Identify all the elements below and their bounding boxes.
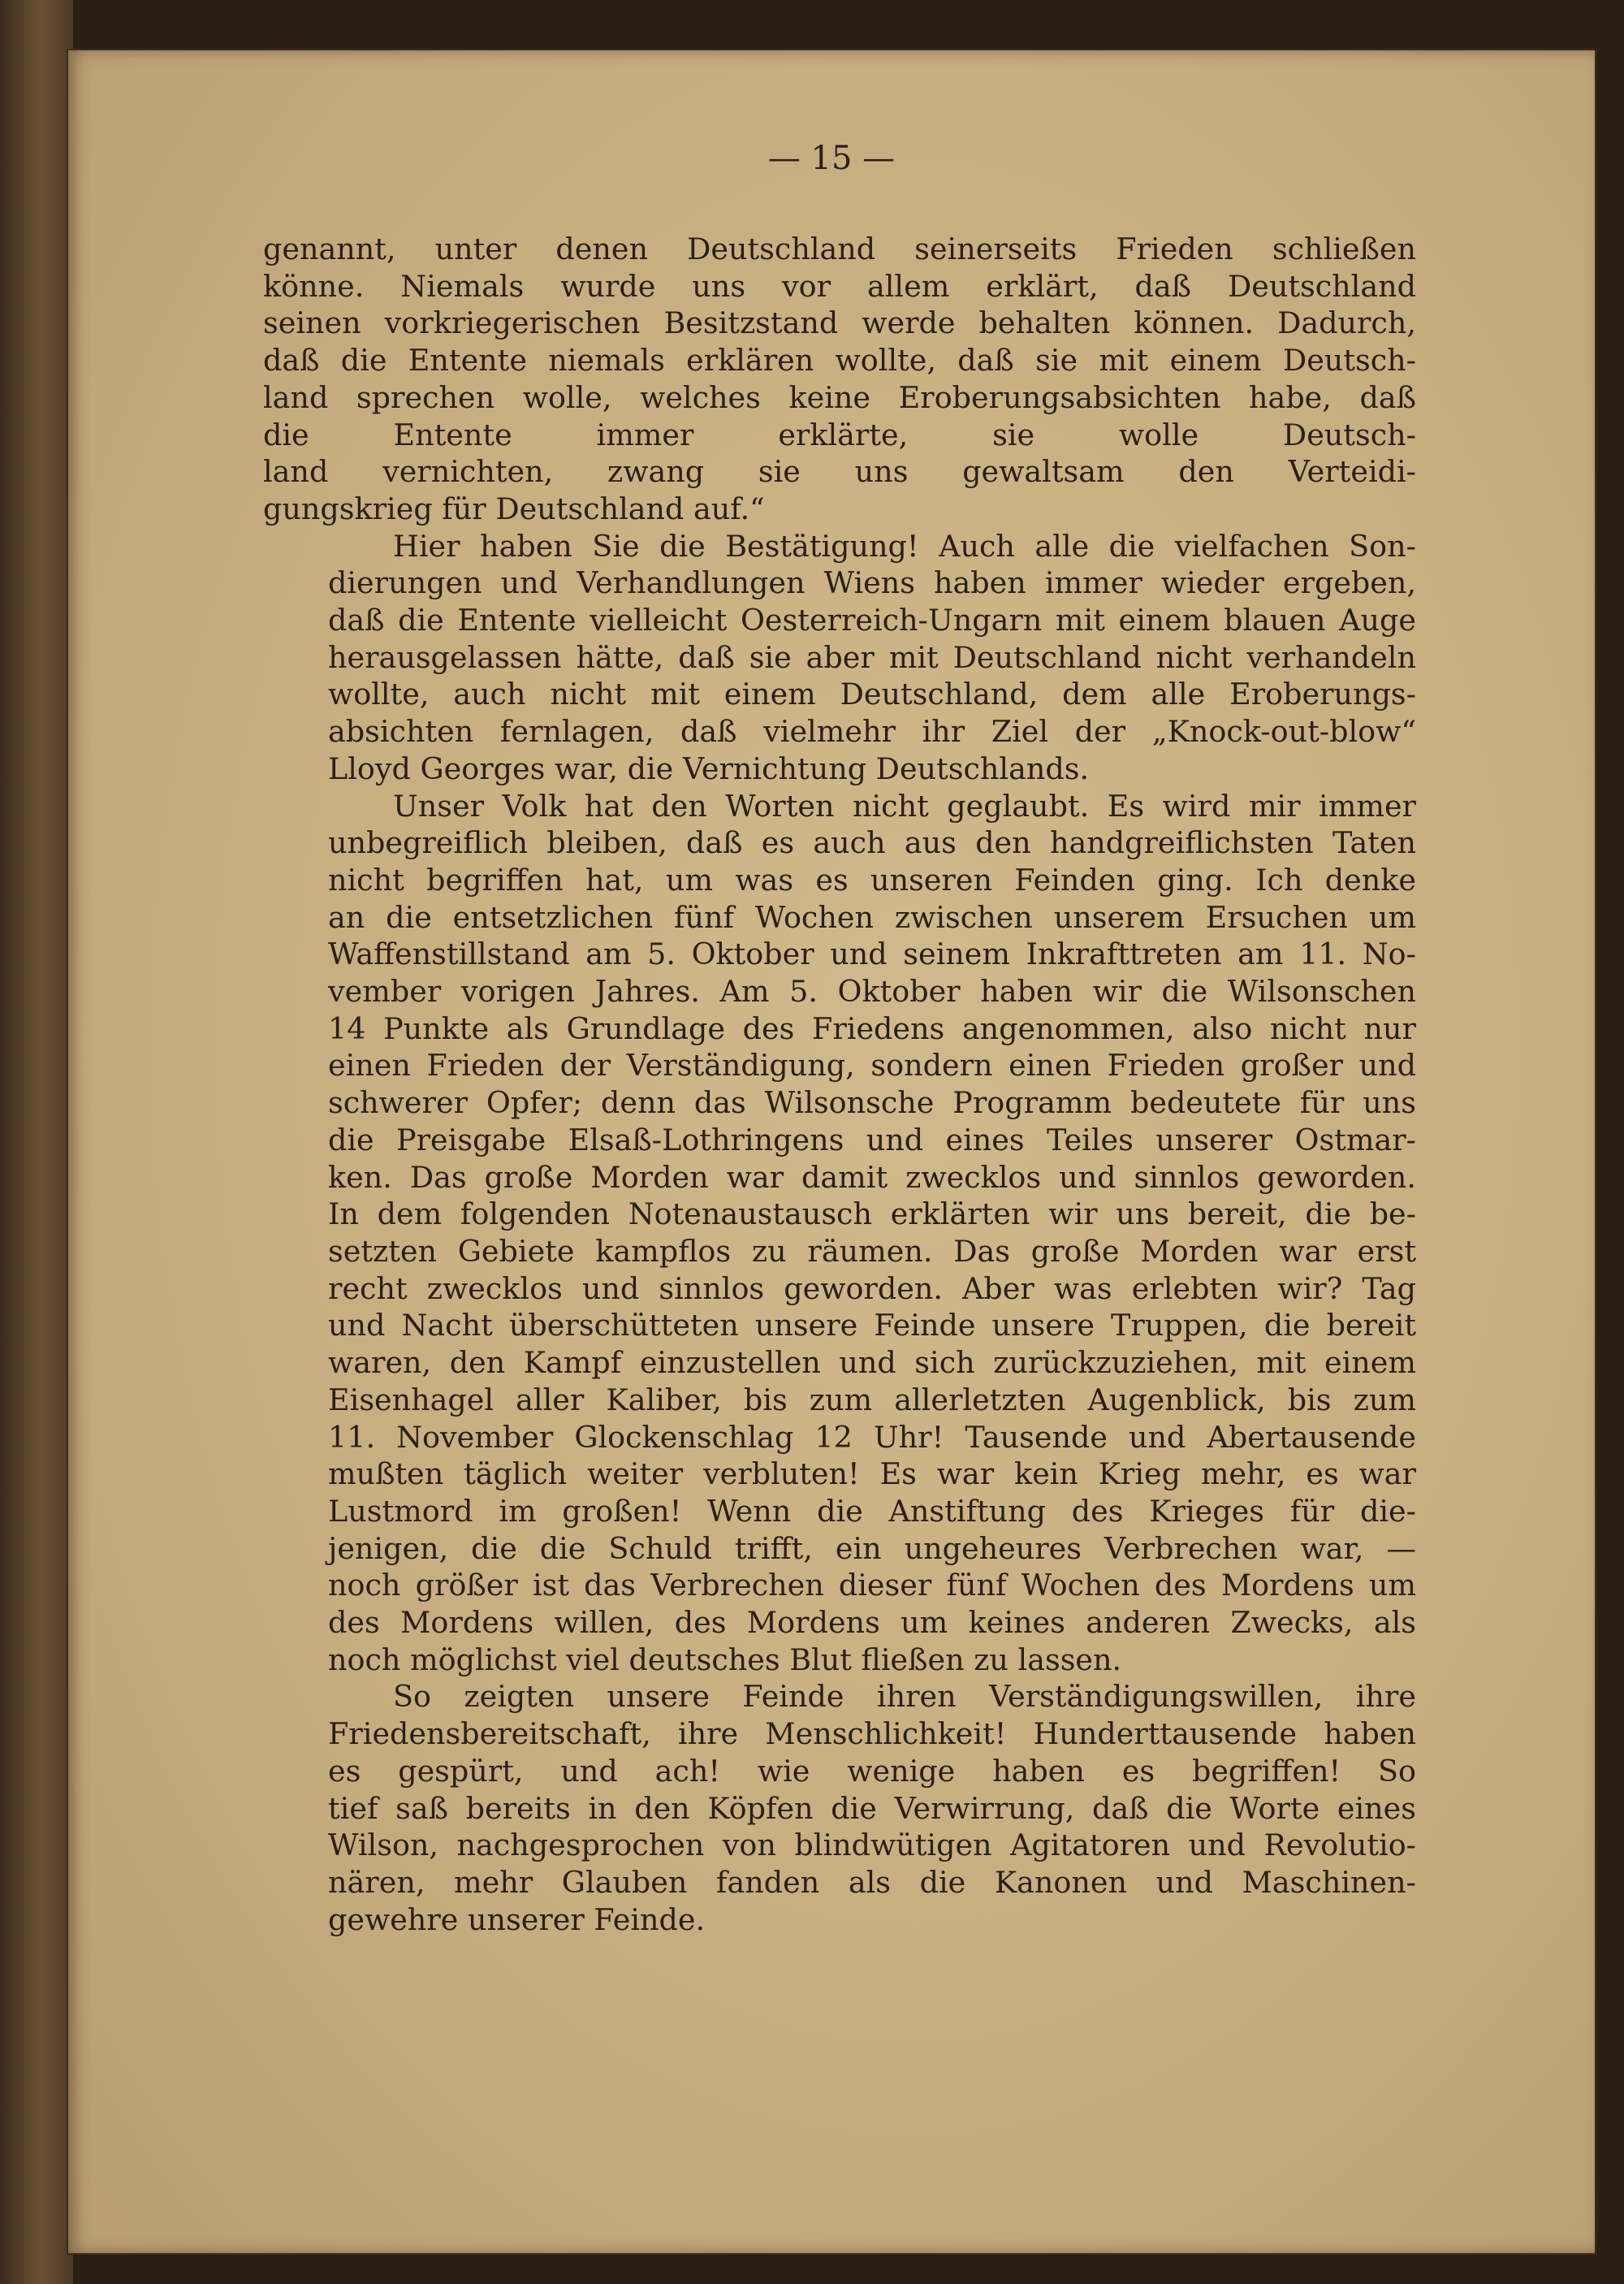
page-number: — 15 — — [767, 140, 896, 177]
text-line: gewehre unserer Feinde. — [328, 1901, 706, 1937]
text-line: vember vorigen Jahres. Am 5. Oktober haben wir die Wilsonschen — [328, 974, 1416, 1010]
text-line: Lustmord im großen! Wenn die Anstiftung des Krieges für die- — [328, 1493, 1416, 1529]
text-line: einen Frieden der Verständigung, sondern einen Frieden großer und — [328, 1048, 1416, 1084]
text-line: land vernichten, zwang sie uns gewaltsam den Verteidi- — [263, 454, 1416, 490]
text-line: tief saß bereits in den Köpfen die Verwirrung, daß die Worte eines — [328, 1790, 1416, 1826]
text-line: Friedensbereitschaft, ihre Menschlichkeit! Hunderttausende haben — [328, 1716, 1416, 1752]
text-line: die Preisgabe Elsaß-Lothringens und eines Teiles unserer Ostmar- — [328, 1122, 1416, 1157]
text-line: Hier haben Sie die Bestätigung! Auch alle die vielfachen Son- — [393, 528, 1416, 564]
text-line: noch möglichst viel deutsches Blut fließen zu lassen. — [328, 1642, 1122, 1677]
text-line: schwerer Opfer; denn das Wilsonsche Programm bedeutete für uns — [328, 1085, 1416, 1121]
text-line: unbegreiflich bleiben, daß es auch aus den handgreiflichsten Taten — [328, 825, 1416, 861]
text-line: seinen vorkriegerischen Besitzstand werde behalten können. Dadurch, — [263, 305, 1416, 341]
paragraph — [263, 231, 1416, 528]
text-line: nären, mehr Glauben fanden als die Kanonen und Maschinen- — [328, 1864, 1416, 1900]
text-line: die Entente immer erklärte, sie wolle Deutsch- — [263, 417, 1416, 452]
text-line: an die entsetzlichen fünf Wochen zwischen unserem Ersuchen um — [328, 899, 1416, 935]
text-line: könne. Niemals wurde uns vor allem erklärt, daß Deutschland — [263, 268, 1416, 304]
text-line: Eisenhagel aller Kaliber, bis zum allerletzten Augenblick, bis zum — [328, 1382, 1416, 1417]
text-line: recht zwecklos und sinnlos geworden. Aber was erlebten wir? Tag — [328, 1270, 1416, 1306]
text-line: Unser Volk hat den Worten nicht geglaubt. Es wird mir immer — [393, 788, 1416, 824]
text-line: genannt, unter denen Deutschland seinerseits Frieden schließen — [263, 231, 1416, 266]
text-line: So zeigten unsere Feinde ihren Verständigungswillen, ihre — [393, 1679, 1416, 1715]
text-line: daß die Entente vielleicht Oesterreich-Ungarn mit einem blauen Auge — [328, 603, 1416, 638]
text-line: Wilson, nachgesprochen von blindwütigen Agitatoren und Revolutio- — [328, 1828, 1416, 1863]
text-line: 11. November Glockenschlag 12 Uhr! Tausende und Abertausende — [328, 1419, 1416, 1455]
text-line: land sprechen wolle, welches keine Eroberungsabsichten habe, daß — [263, 379, 1416, 415]
text-line: Waffenstillstand am 5. Oktober und seinem Inkrafttreten am 11. No- — [328, 937, 1416, 972]
text-line: gungskrieg für Deutschland auf.“ — [263, 491, 765, 526]
paragraph — [263, 528, 1416, 788]
page-body-text — [263, 231, 1416, 1938]
text-line: des Mordens willen, des Mordens um keines anderen Zwecks, als — [328, 1605, 1416, 1641]
book-page — [68, 50, 1595, 2253]
text-line: noch größer ist das Verbrechen dieser fünf Wochen des Mordens um — [328, 1568, 1416, 1603]
text-line: wollte, auch nicht mit einem Deutschland, dem alle Eroberungs- — [328, 677, 1416, 712]
book-spine — [0, 0, 73, 2284]
text-line: In dem folgenden Notenaustausch erklärten wir uns bereit, die be- — [328, 1196, 1416, 1232]
text-line: jenigen, die die Schuld trifft, ein ungeheures Verbrechen war, — — [328, 1530, 1416, 1566]
paragraph — [263, 788, 1416, 1679]
text-line: setzten Gebiete kampflos zu räumen. Das große Morden war erst — [328, 1233, 1416, 1269]
paragraph — [263, 1678, 1416, 1938]
text-line: mußten täglich weiter verbluten! Es war kein Krieg mehr, es war — [328, 1456, 1416, 1492]
text-line: 14 Punkte als Grundlage des Friedens angenommen, also nicht nur — [328, 1010, 1416, 1046]
text-line: ken. Das große Morden war damit zwecklos und sinnlos geworden. — [328, 1159, 1416, 1195]
text-line: Lloyd Georges war, die Vernichtung Deutschlands. — [328, 751, 1090, 786]
text-line: dierungen und Verhandlungen Wiens haben immer wieder ergeben, — [328, 565, 1416, 601]
text-line: und Nacht überschütteten unsere Feinde unsere Truppen, die bereit — [328, 1308, 1416, 1343]
text-line: herausgelassen hätte, daß sie aber mit Deutschland nicht verhandeln — [328, 639, 1416, 675]
text-line: daß die Entente niemals erklären wollte, daß sie mit einem Deutsch- — [263, 343, 1416, 379]
text-line: absichten fernlagen, daß vielmehr ihr Ziel der „Knock-out-blow“ — [328, 714, 1416, 750]
text-line: nicht begriffen hat, um was es unseren Feinden ging. Ich denke — [328, 862, 1416, 898]
text-line: es gespürt, und ach! wie wenige haben es begriffen! So — [328, 1753, 1416, 1789]
text-line: waren, den Kampf einzustellen und sich zurückzuziehen, mit einem — [328, 1345, 1416, 1381]
